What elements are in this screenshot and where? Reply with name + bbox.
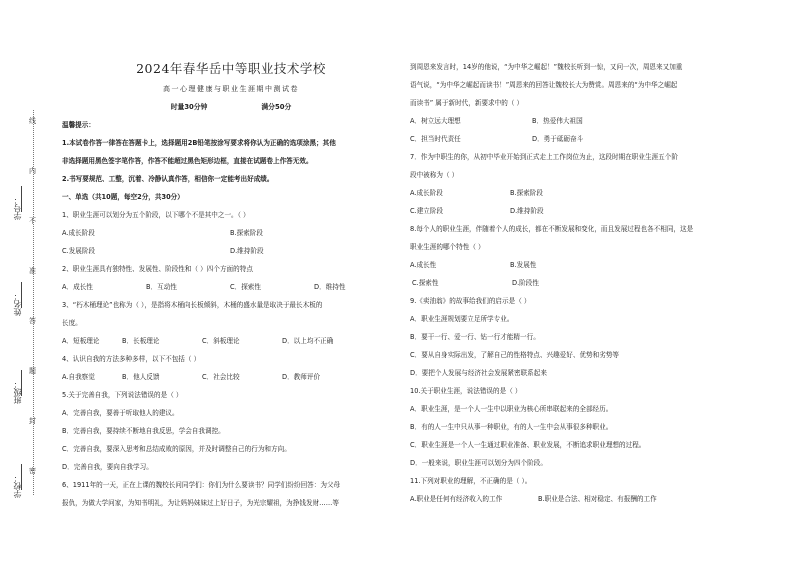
option[interactable]: C．社会比较 [202, 373, 240, 381]
question-stem: 到周恩来发言时，14岁的他说，“为中华之崛起！”魏校长听到一惊，又问一次，周恩来又加重 [410, 63, 683, 71]
option[interactable]: A.成长性 [410, 261, 437, 269]
question-stem: 报仇，为做大学问家，为知书明礼，为让妈妈妹妹过上好日子，为光宗耀祖，为挣钱发财……等 [62, 499, 339, 507]
option[interactable]: C．探索性 [230, 283, 261, 291]
option[interactable]: D．勇于砥砺奋斗 [532, 135, 584, 143]
option-row [410, 130, 782, 148]
option[interactable]: D．要把个人发展与经济社会发展紧密联系起来 [410, 369, 547, 377]
seal-char: 封 [29, 417, 36, 425]
option[interactable]: A．完善自我，要善于听取他人的建议。 [62, 409, 179, 417]
option[interactable]: B.发展性 [510, 261, 537, 269]
option[interactable]: D．维持性 [314, 283, 346, 291]
option[interactable]: A．职业生涯，是一个人一生中以职业为核心所串联起来的全部经历。 [410, 405, 613, 413]
school-blank[interactable] [21, 464, 22, 490]
seal-char: 线 [29, 117, 36, 125]
option[interactable]: C.探索性 [412, 279, 439, 287]
option[interactable]: A．树立远大理想 [410, 117, 461, 125]
question-stem: 2、职业生涯具有独特性、发展性、阶段性和（ ）四个方面的特点 [62, 265, 253, 273]
option[interactable]: B．完善自我，要持续不断地自我反思，学会自我调控。 [62, 427, 225, 435]
option[interactable]: D.维持阶段 [510, 207, 544, 215]
binding-margin [0, 0, 56, 562]
question-stem: 语气说，“为中华之崛起而读书！”周恩来的回答让魏校长大为赞赏。周恩来的“为中华之崛起 [410, 81, 678, 89]
question-stem: 而读书” 属于新时代，新要求中的（ ） [410, 99, 524, 107]
exam-meta [62, 98, 400, 116]
option[interactable]: D．一般来说，职业生涯可以划分为四个阶段。 [410, 459, 547, 467]
seal-char: 不 [29, 217, 36, 225]
option-row [62, 332, 400, 350]
option-row [410, 184, 782, 202]
option[interactable]: C．担当时代责任 [410, 135, 461, 143]
option-row [62, 242, 400, 260]
option[interactable]: C.建立阶段 [410, 207, 444, 215]
option[interactable]: B．要干一行、爱一行、钻一行才能精一行。 [410, 333, 540, 341]
option-row [410, 202, 782, 220]
section-heading: 一、单选（共10题，每空2分，共30分） [62, 193, 184, 201]
option[interactable]: C.发展阶段 [62, 247, 96, 255]
right-column [410, 58, 782, 508]
option[interactable]: A.成长阶段 [410, 189, 443, 197]
seal-char: 内 [29, 167, 36, 175]
option-row [62, 224, 400, 242]
option-row [410, 490, 782, 508]
school-label: 学校： [13, 474, 22, 498]
seal-char: 密 [29, 467, 36, 475]
question-stem: 8.每个人的职业生涯，伴随着个人的成长，都在不断发展和变化，而且发展过程也各不相同，这是 [410, 225, 694, 233]
option[interactable]: C．职业生涯是一个人一生通过职业准备、职业发展，不断追求职业理想的过程。 [410, 441, 646, 449]
option[interactable]: B．长板理论 [122, 337, 160, 345]
seal-char: 准 [29, 267, 36, 275]
option[interactable]: C．斜板理论 [202, 337, 240, 345]
option[interactable]: D.阶段性 [512, 279, 539, 287]
option[interactable]: B．热爱伟大祖国 [532, 117, 583, 125]
option[interactable]: D．以上均不正确 [282, 337, 334, 345]
option-row [62, 278, 400, 296]
student-id-blank[interactable] [21, 186, 22, 212]
question-stem: 段中被称为（ ） [410, 171, 459, 179]
name-blank[interactable] [21, 282, 22, 308]
question-stem: 3、“朽木桶理论”也称为（ ），是指将木桶向长板倾斜，木桶的盛水量是取决于最长木板的 [62, 301, 323, 309]
instruction-line: 2.书写要规范、工整，沉着、冷静认真作答，相信你一定能考出好成绩。 [62, 175, 274, 183]
question-stem: 1、职业生涯可以划分为五个阶段，以下哪个不是其中之一。（ ） [62, 211, 250, 219]
question-stem: 职业生涯的哪个特性（ ） [410, 243, 485, 251]
option-row [410, 112, 782, 130]
option[interactable]: B．互动性 [146, 283, 177, 291]
student-id-label: 学号： [13, 196, 22, 220]
total-score: 满分50分 [261, 103, 292, 111]
question-stem: 4、认识自我的方法多种多样，以下不包括（ ） [62, 355, 201, 363]
question-stem: 11.下列对职业的理解，不正确的是（ ）。 [410, 477, 532, 485]
option[interactable]: A．成长性 [62, 283, 93, 291]
option[interactable]: A.自我察觉 [62, 373, 95, 381]
option[interactable]: A．短板理论 [62, 337, 100, 345]
option-row [410, 256, 782, 274]
question-stem: 长度。 [62, 319, 82, 327]
page-title: 2024年春华岳中等职业技术学校 [136, 61, 326, 76]
seal-char: 答 [29, 317, 36, 325]
class-blank[interactable] [21, 370, 22, 396]
question-stem: 5.关于完善自我，下列说法错误的是（ ） [62, 391, 183, 399]
option[interactable]: B．有的人一生中只从事一种职业，有的人一生中会从事很多种职业。 [410, 423, 613, 431]
question-stem: 6、1911年的一天，正在上课的魏校长问同学们：你们为什么要读书？同学们纷纷回答：为父母 [62, 481, 341, 489]
question-stem: 7．作为中职生的你，从初中毕业开始到正式走上工作岗位为止，这段时期在职业生涯五个阶 [410, 153, 678, 161]
option[interactable]: D．完善自我，要向自我学习。 [62, 463, 153, 471]
option-row [62, 368, 400, 386]
instructions-heading: 温馨提示： [62, 121, 95, 129]
name-label: 姓名： [13, 292, 22, 316]
exam-subtitle: 高一心理健康与职业生涯期中测试卷 [163, 85, 299, 93]
seal-char: 题 [29, 367, 36, 375]
option[interactable]: D.维持阶段 [230, 247, 264, 255]
option[interactable]: B．他人反馈 [122, 373, 160, 381]
option[interactable]: B.职业是合法、相对稳定、有报酬的工作 [538, 495, 657, 503]
option[interactable]: D．教师评价 [282, 373, 321, 381]
instruction-line: 非选择题用黑色签字笔作答，作答不能超过黑色矩形边框，直接在试题卷上作答无效。 [62, 157, 313, 165]
option[interactable]: A．职业生涯规划要立足所学专业。 [410, 315, 514, 323]
option[interactable]: B.探索阶段 [510, 189, 543, 197]
option[interactable]: B.探索阶段 [230, 229, 263, 237]
question-stem: 9.《卖油翁》的故事给我们的启示是（ ） [410, 297, 531, 305]
option-row [410, 274, 782, 292]
option[interactable]: C．完善自我，要深入思考和总结成败的原因，并及时调整自己的行为和方向。 [62, 445, 291, 453]
class-label: 班级： [13, 380, 22, 404]
instruction-line: 1.本试卷作答一律答在答题卡上，选择题用2B铅笔按涂写要求将你认为正确的选项涂黑；其他 [62, 139, 336, 147]
option[interactable]: A.职业是任何有经济收入的工作 [410, 495, 503, 503]
question-stem: 10.关于职业生涯，说法错误的是（ ） [410, 387, 522, 395]
option[interactable]: C．要从自身实际出发，了解自己的性格特点、兴趣爱好、优势和劣势等 [410, 351, 620, 359]
left-column [62, 58, 400, 512]
time-limit: 时量30分钟 [170, 103, 208, 111]
option[interactable]: A.成长阶段 [62, 229, 95, 237]
